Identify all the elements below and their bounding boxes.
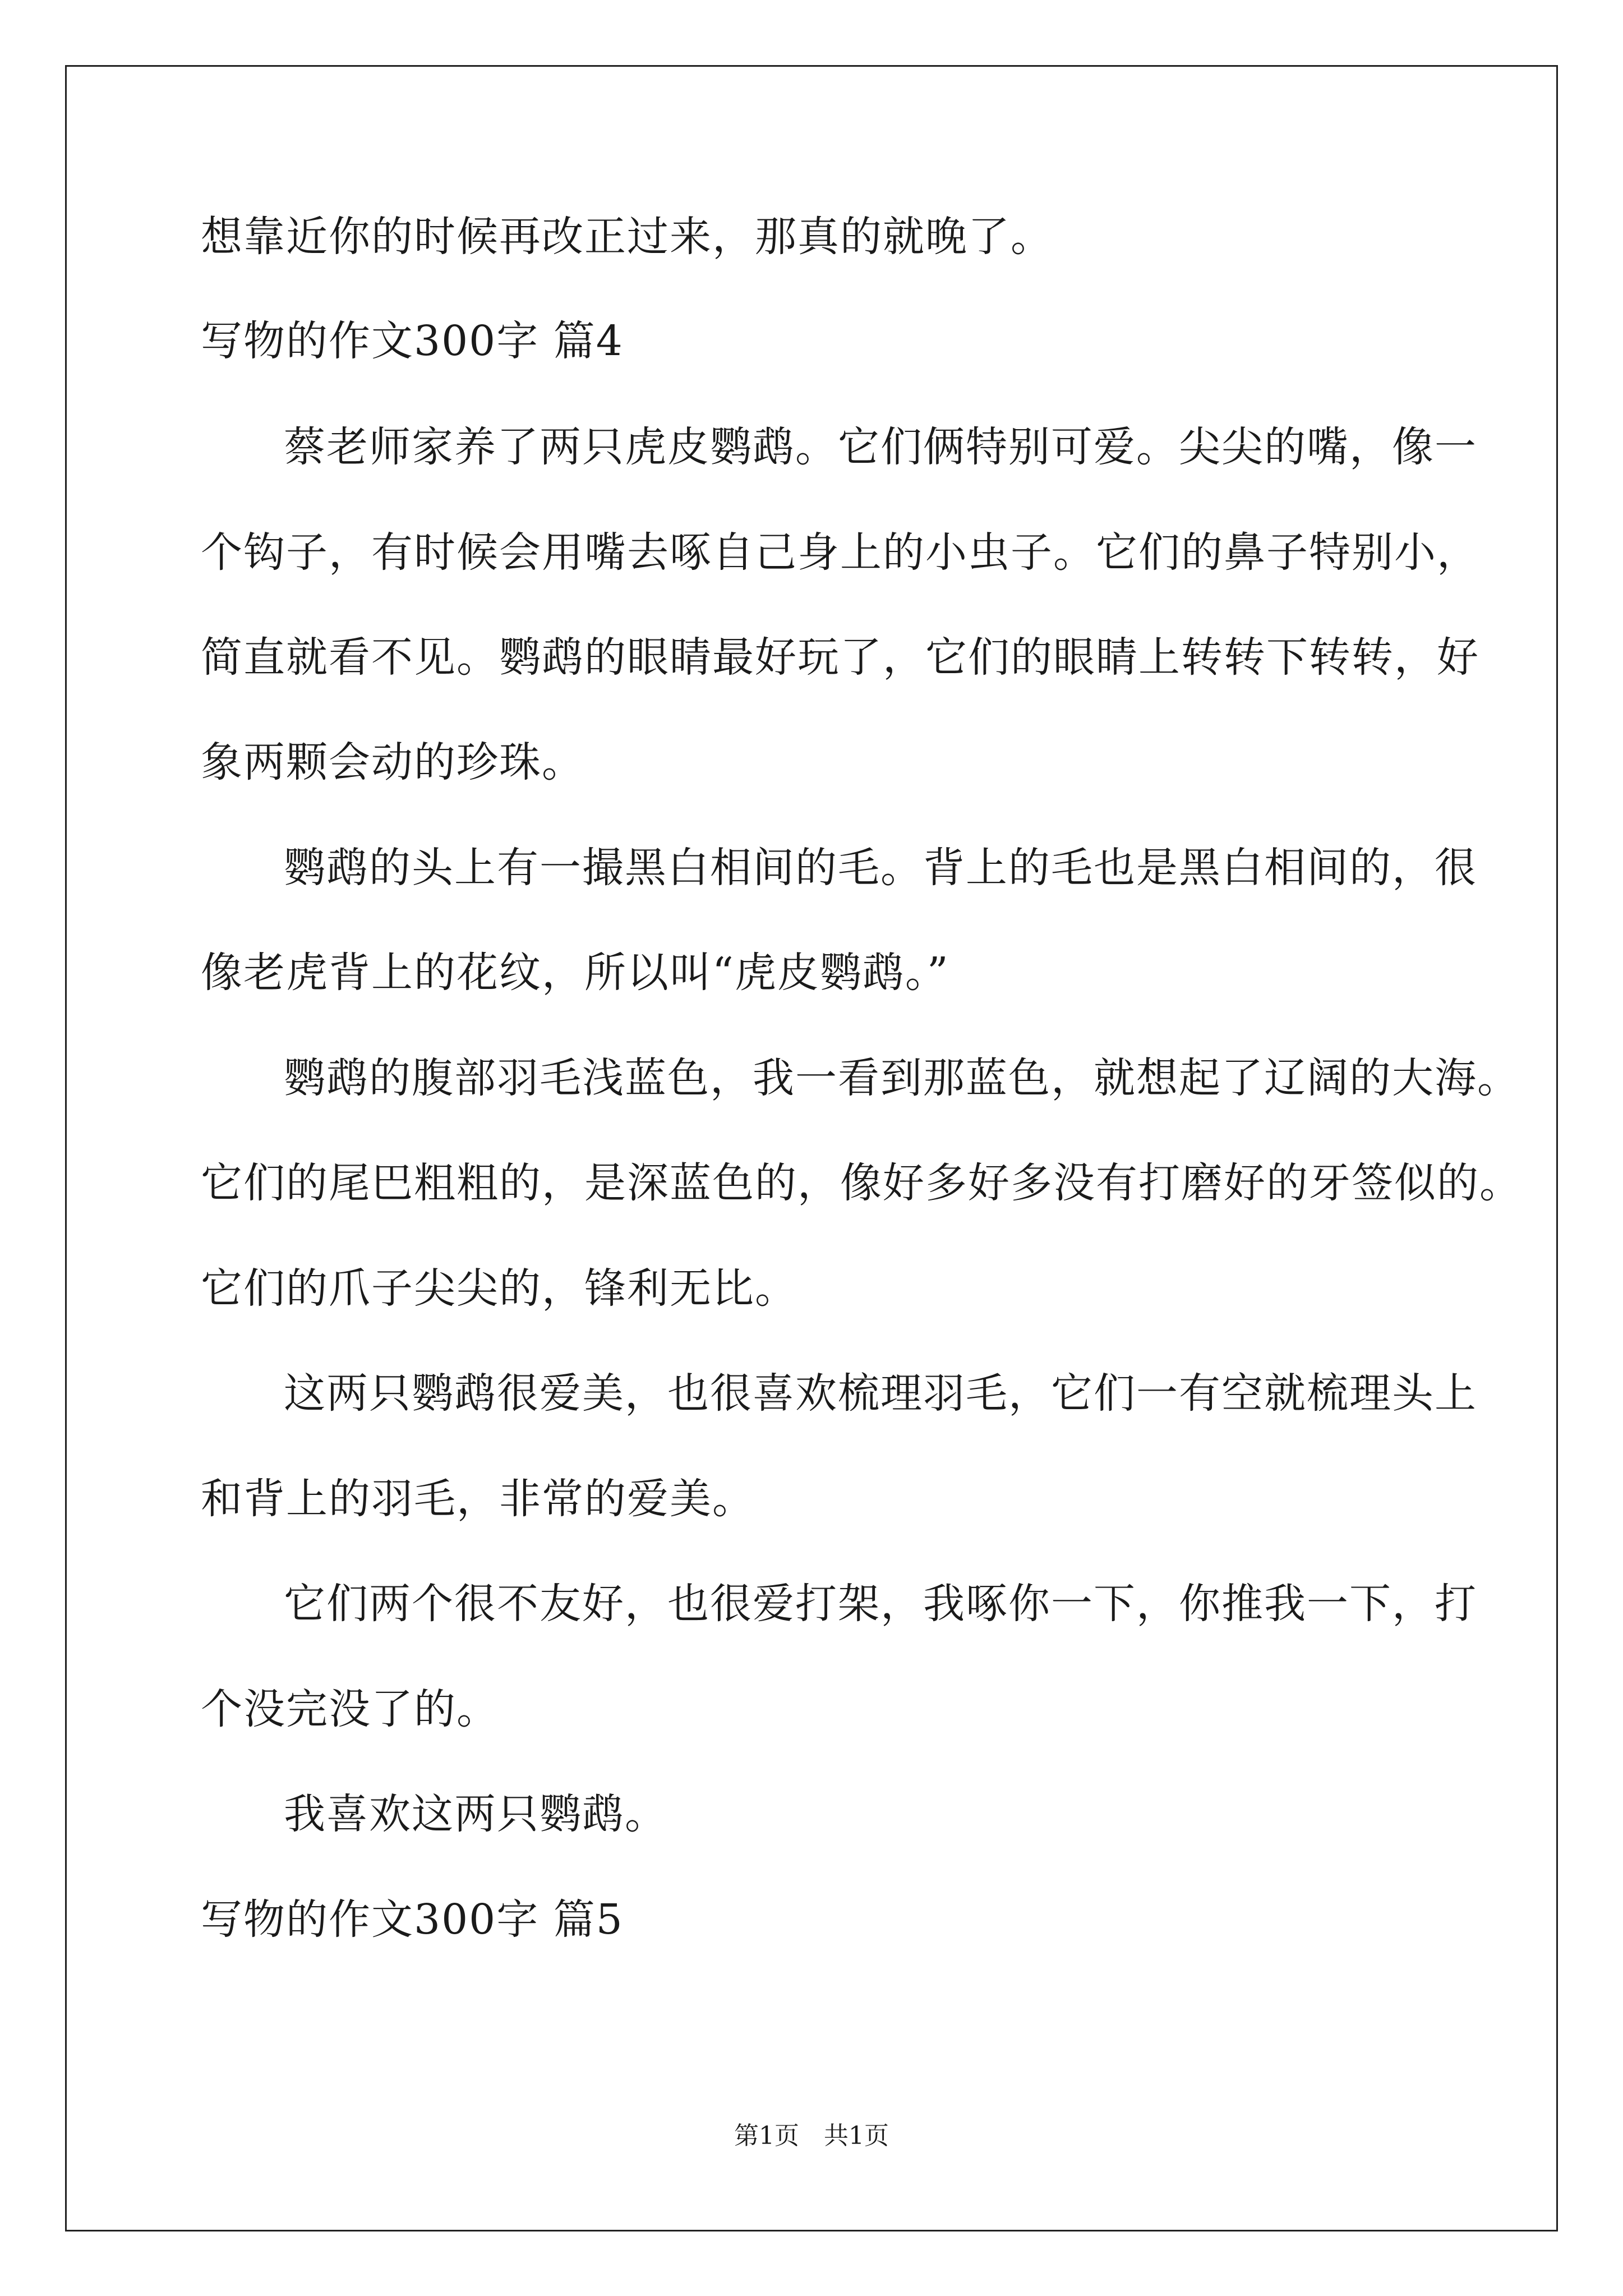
text-line: 像老虎背上的花纹，所以叫“虎皮鹦鹉。”	[201, 949, 949, 997]
text-line: 它们的爪子尖尖的，锋利无比。	[201, 1264, 797, 1313]
text-line: 它们的尾巴粗粗的，是深蓝色的，像好多好多没有打磨好的牙签似的。	[201, 1159, 1522, 1207]
text-line: 这两只鹦鹉很爱美，也很喜欢梳理羽毛，它们一有空就梳理头上	[284, 1369, 1477, 1418]
text-line: 我喜欢这两只鹦鹉。	[284, 1790, 667, 1838]
text-line: 蔡老师家养了两只虎皮鹦鹉。它们俩特别可爱。尖尖的嘴，像一	[284, 423, 1477, 471]
page-footer: 第1页 共1页	[734, 2122, 889, 2150]
text-line: 它们两个很不友好，也很爱打架，我啄你一下，你推我一下，打	[284, 1580, 1477, 1628]
section-heading: 写物的作文300字 篇4	[201, 317, 624, 365]
text-line: 想靠近你的时候再改正过来，那真的就晚了。	[201, 213, 1053, 261]
text-line: 鹦鹉的腹部羽毛浅蓝色，我一看到那蓝色，就想起了辽阔的大海。	[284, 1054, 1520, 1102]
text-line: 个钩子，有时候会用嘴去啄自己身上的小虫子。它们的鼻子特别小，	[201, 528, 1479, 577]
text-line: 简直就看不见。鹦鹉的眼睛最好玩了，它们的眼睛上转转下转转，好	[201, 633, 1479, 682]
text-line: 个没完没了的。	[201, 1685, 499, 1733]
text-line: 象两颗会动的珍珠。	[201, 738, 584, 786]
text-line: 和背上的羽毛，非常的爱美。	[201, 1475, 755, 1523]
text-line: 鹦鹉的头上有一撮黑白相间的毛。背上的毛也是黑白相间的，很	[284, 844, 1477, 892]
section-heading: 写物的作文300字 篇5	[201, 1895, 624, 1944]
